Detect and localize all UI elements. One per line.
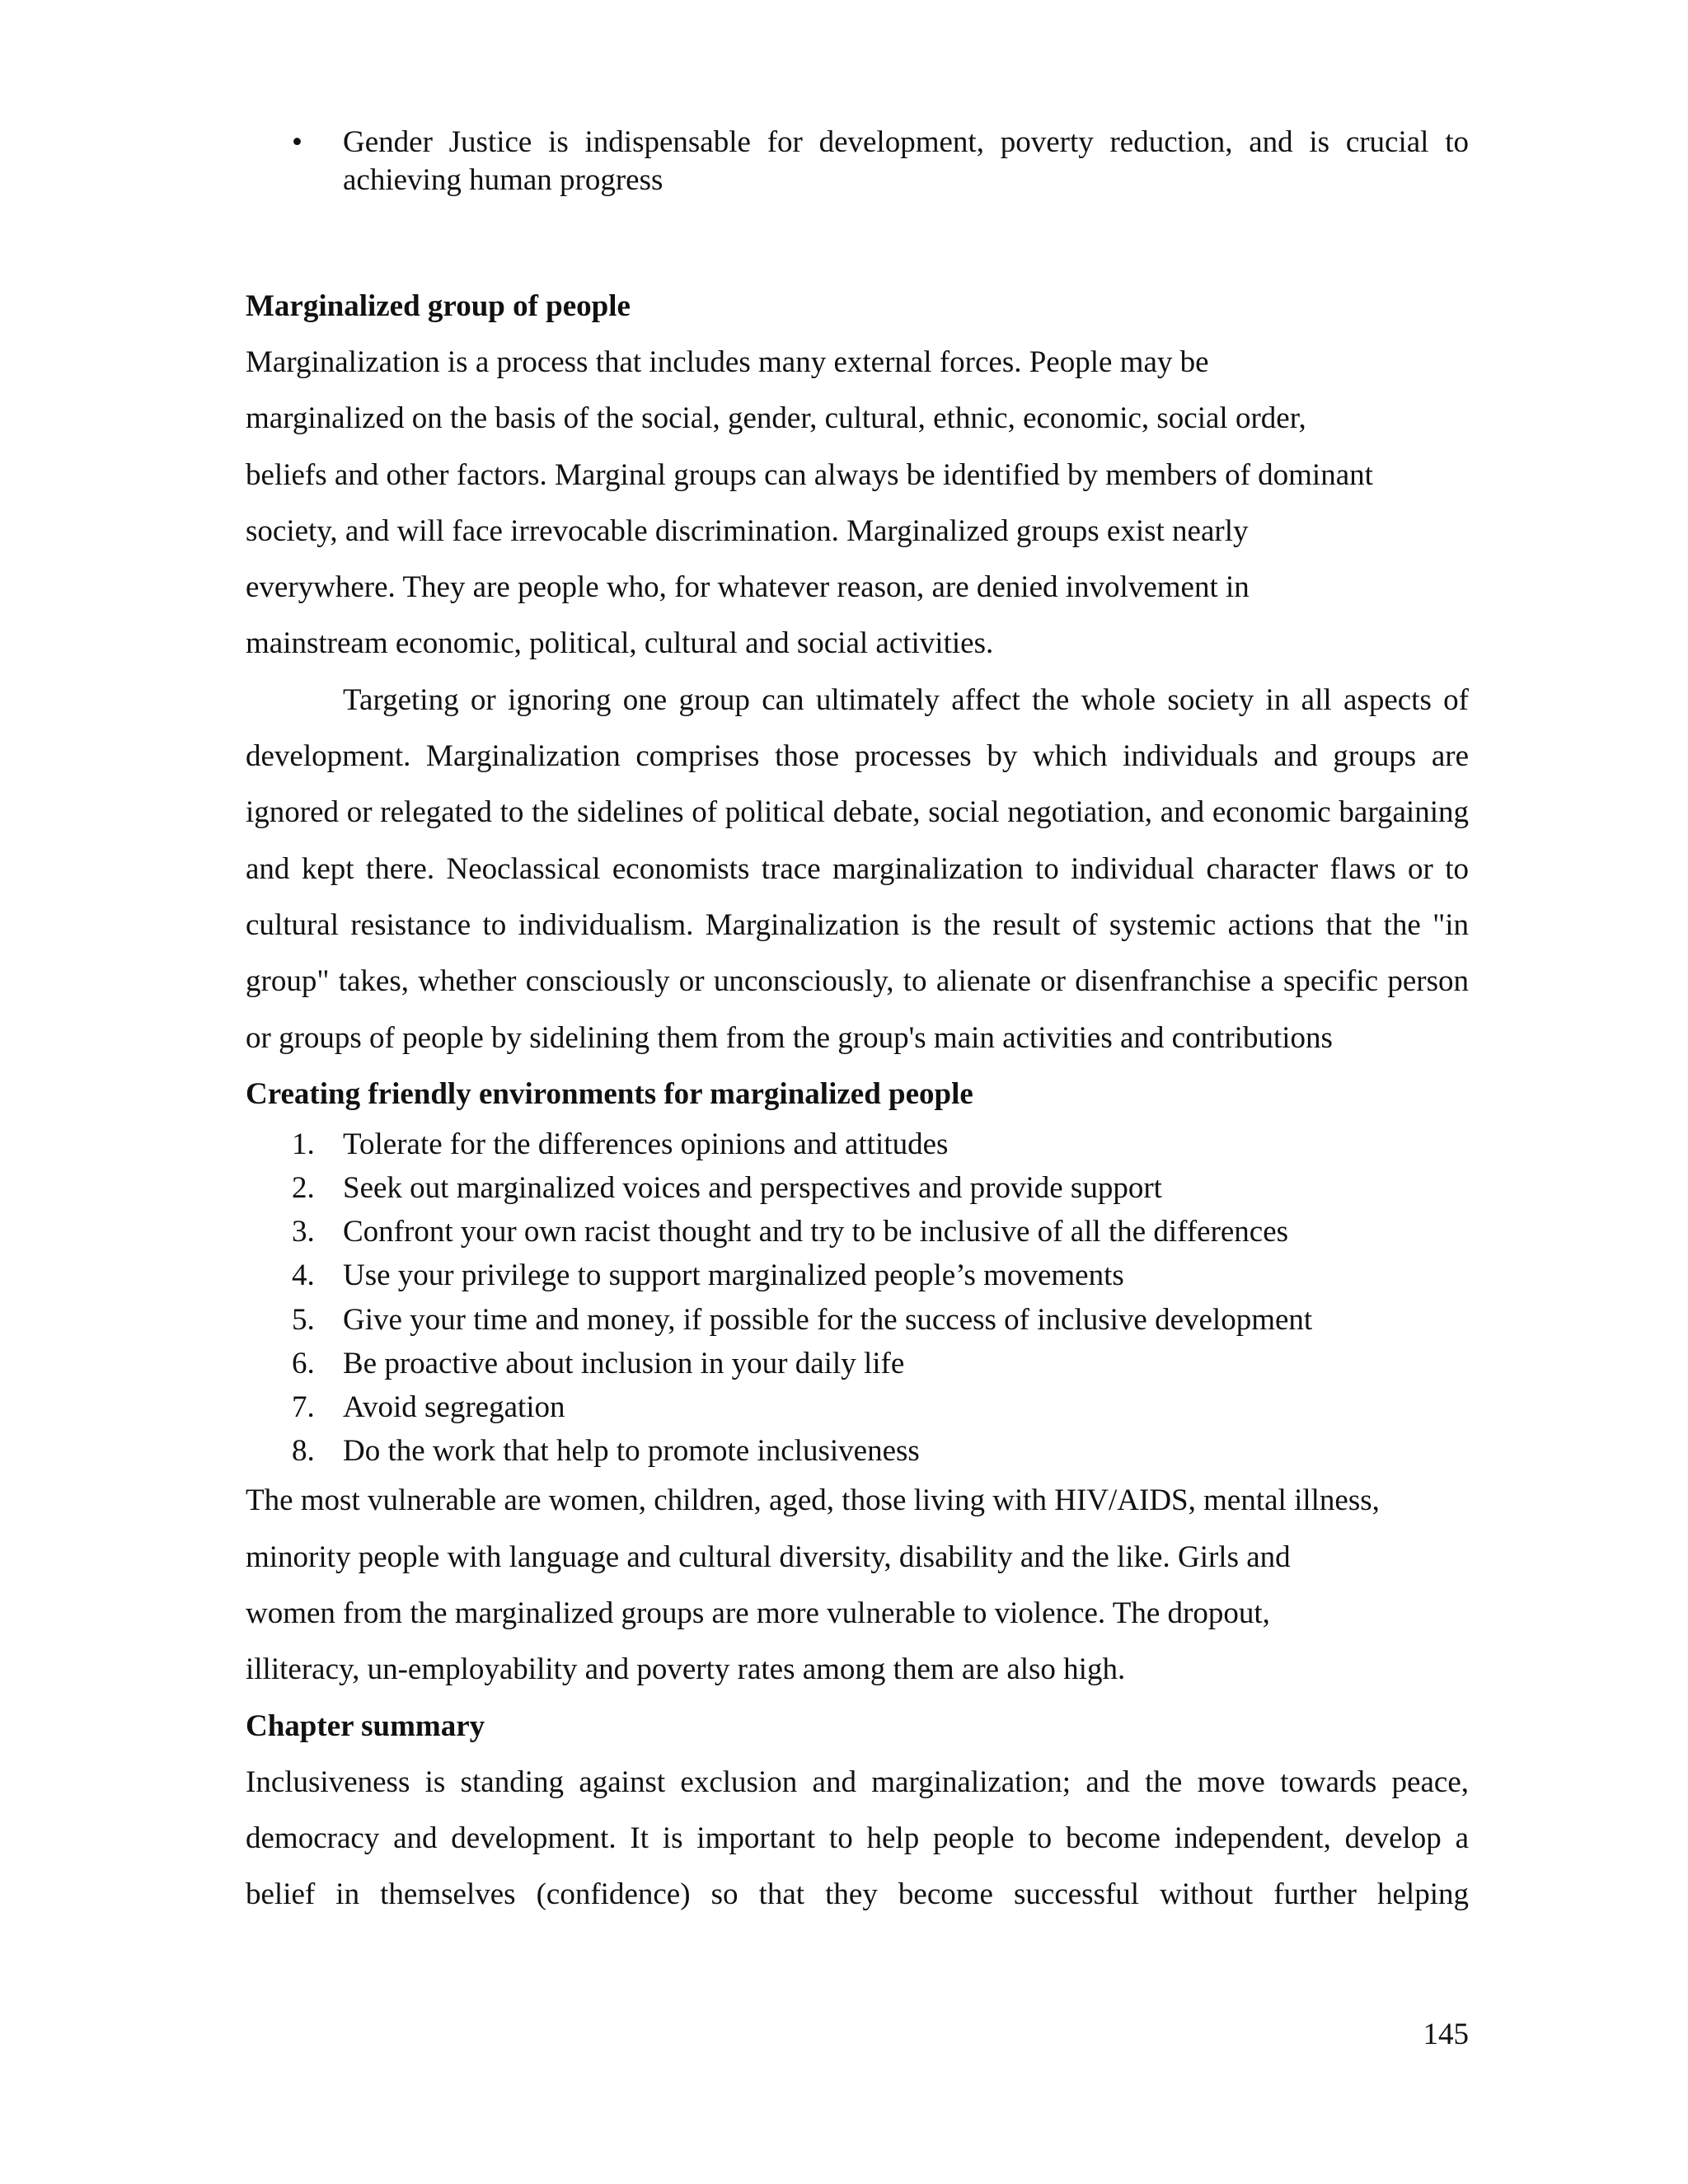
bullet-item xyxy=(246,124,1469,199)
list-text: Use your privilege to support marginalized people’s movements xyxy=(343,1258,1124,1293)
list-number: 6. xyxy=(292,1346,315,1380)
list-item xyxy=(246,1166,1469,1210)
list-item xyxy=(246,1429,1469,1473)
list-number: 4. xyxy=(292,1258,315,1293)
section-heading-chapter-summary: Chapter summary xyxy=(246,1708,485,1743)
list-item xyxy=(246,1385,1469,1429)
document-page xyxy=(246,124,1469,1924)
list-number: 5. xyxy=(292,1302,315,1337)
paragraph-chapter-summary xyxy=(246,1755,1469,1924)
list-item xyxy=(246,1210,1469,1254)
paragraph-line: Inclusiveness is standing against exclusion and marginalization; and the move towards peace, xyxy=(246,1765,1469,1799)
list-text: Be proactive about inclusion in your daily life xyxy=(343,1346,905,1380)
list-item xyxy=(246,1298,1469,1342)
paragraph-marginalization-intro xyxy=(246,335,1469,673)
paragraph-line: democracy and development. It is important to help people to become independent, develop a xyxy=(246,1821,1469,1855)
section-heading-friendly-environments: Creating friendly environments for marginalized people xyxy=(246,1076,973,1111)
list-number: 1. xyxy=(292,1127,315,1161)
page-number: 145 xyxy=(1423,2018,1469,2051)
paragraph-line: mainstream economic, political, cultural and social activities. xyxy=(246,626,994,661)
list-text: Give your time and money, if possible for the success of inclusive development xyxy=(343,1302,1313,1337)
paragraph-line: The most vulnerable are women, children, aged, those living with HIV/AIDS, mental illness, xyxy=(246,1483,1380,1518)
paragraph-line: illiteracy, un-employability and poverty rates among them are also high. xyxy=(246,1652,1126,1687)
list-text: Seek out marginalized voices and perspectives and provide support xyxy=(343,1171,1162,1206)
bullet-icon: • xyxy=(292,125,302,159)
list-number: 7. xyxy=(292,1390,315,1425)
section-heading-marginalized: Marginalized group of people xyxy=(246,289,631,323)
list-item xyxy=(246,1342,1469,1385)
list-text: Confront your own racist thought and try to be inclusive of all the differences xyxy=(343,1215,1289,1249)
bullet-text: Gender Justice is indispensable for development, poverty reduction, and is crucial to achieving human progress xyxy=(343,125,1469,197)
paragraph-line: belief in themselves (confidence) so that they become successful without further helping xyxy=(246,1877,1469,1912)
list-item xyxy=(246,1122,1469,1166)
paragraph-targeting: Targeting or ignoring one group can ultimately affect the whole society in all aspects of development. Marginalization comprises those processes by which individuals and groups are ignored or relegated to the sidelines of political debate, social negotiation, and economic bargaining and kept there. Neoclassical economists trace marginalization to individual character flaws or to cultural resistance to individualism. Marginalization is the result of systemic actions that the "in group" takes, whether consciously or unconsciously, to alienate or disenfranchise a specific person or groups of people by sidelining them from the group's main activities and contributions xyxy=(246,682,1469,1055)
list-number: 3. xyxy=(292,1215,315,1249)
list-number: 8. xyxy=(292,1434,315,1469)
paragraph-line: Marginalization is a process that includes many external forces. People may be xyxy=(246,345,1209,379)
paragraph-line: minority people with language and cultural diversity, disability and the like. Girls and xyxy=(246,1540,1291,1574)
friendly-environments-list xyxy=(246,1122,1469,1474)
paragraph-line: marginalized on the basis of the social, gender, cultural, ethnic, economic, social order, xyxy=(246,401,1306,436)
list-item xyxy=(246,1254,1469,1297)
list-text: Do the work that help to promote inclusiveness xyxy=(343,1434,920,1469)
paragraph-line: society, and will face irrevocable discrimination. Marginalized groups exist nearly xyxy=(246,513,1249,548)
paragraph-line: everywhere. They are people who, for whatever reason, are denied involvement in xyxy=(246,570,1250,605)
paragraph-vulnerable xyxy=(246,1473,1469,1698)
paragraph-line: women from the marginalized groups are more vulnerable to violence. The dropout, xyxy=(246,1596,1270,1631)
list-text: Tolerate for the differences opinions and attitudes xyxy=(343,1127,949,1161)
paragraph-line: beliefs and other factors. Marginal groups can always be identified by members of dominant xyxy=(246,457,1373,492)
list-number: 2. xyxy=(292,1171,315,1206)
list-text: Avoid segregation xyxy=(343,1390,565,1425)
